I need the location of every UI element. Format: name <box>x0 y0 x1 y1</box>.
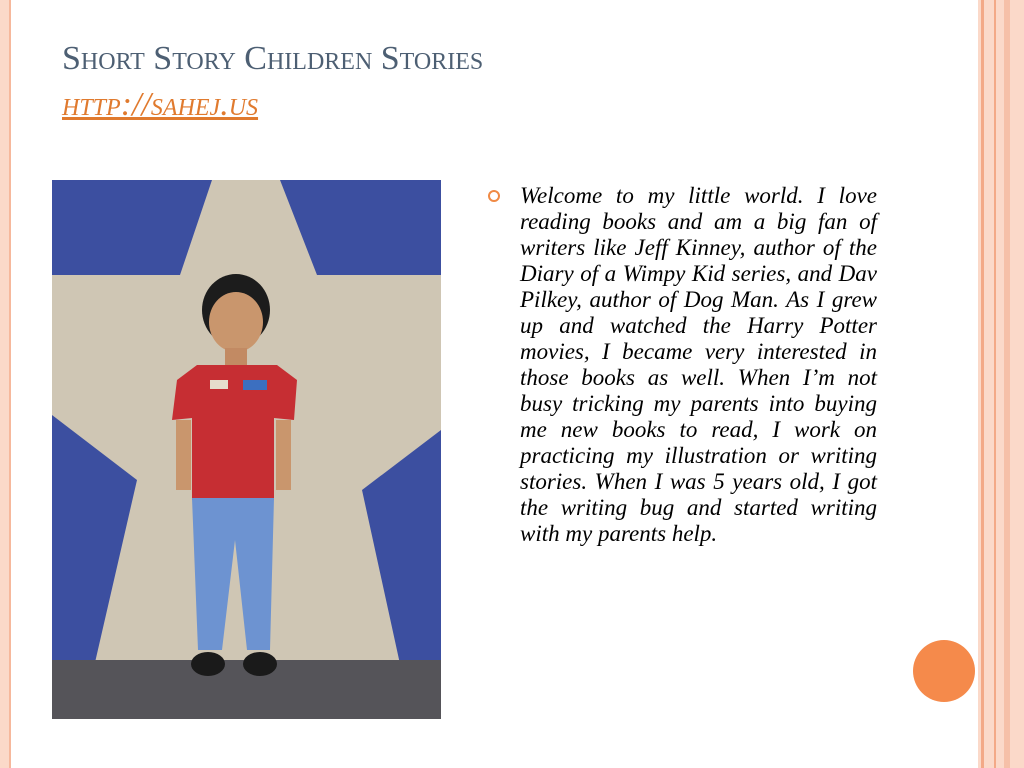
left-border-line <box>9 0 11 768</box>
left-border-decoration <box>0 0 9 768</box>
slide-title: Short Story Children Stories <box>62 40 484 77</box>
right-border-stripe <box>1004 0 1010 768</box>
right-border-stripe <box>981 0 984 768</box>
child-photo <box>52 180 441 719</box>
decorative-circle <box>913 640 975 702</box>
intro-paragraph: Welcome to my little world. I love reading books and am a big fan of writers like Jeff Kinney, author of the Diary of a Wimpy Kid series, and Dav Pilkey, author of Dog Man. As I grew up and watched the Harry Potter movies, I became very interested in those books as well. When I’m not busy tricking my parents into buying me new books to read, I work on practicing my illustration or writing stories. When I was 5 years old, I got the writing bug and started writing with my parents help. <box>520 183 877 546</box>
website-link[interactable]: http://sahej.us <box>62 86 259 123</box>
bullet-marker-icon <box>488 190 500 202</box>
right-border-stripe <box>994 0 996 768</box>
right-border-decoration <box>978 0 1024 768</box>
